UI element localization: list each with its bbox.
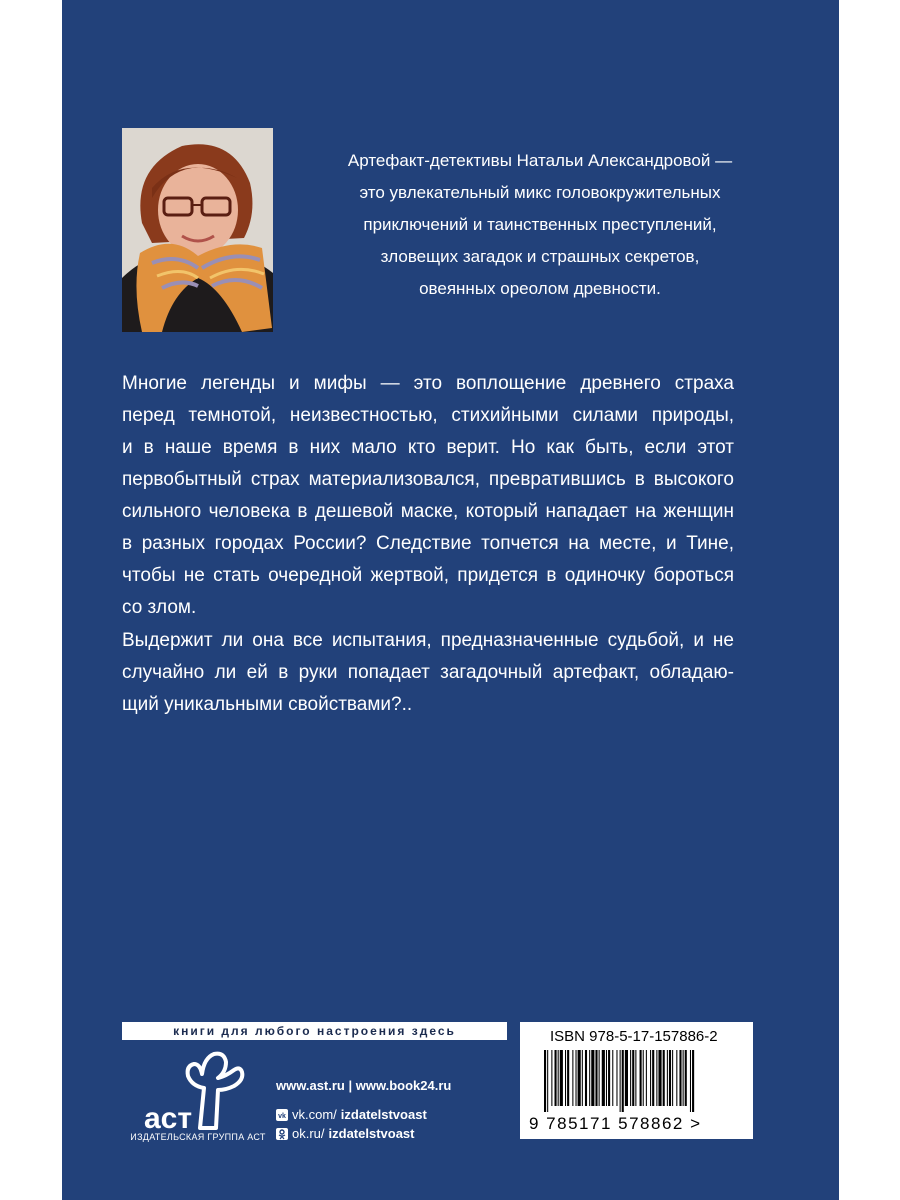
author-portrait-image (122, 128, 273, 332)
ok-prefix: ok.ru/ (292, 1126, 325, 1141)
barcode-bar (585, 1050, 587, 1106)
barcode-bar (555, 1050, 557, 1106)
barcode-image (540, 1050, 740, 1112)
svg-text:vk: vk (278, 1112, 286, 1120)
barcode-bar (560, 1050, 563, 1106)
synopsis-line: чтобы не стать очередной жертвой, придется в одиночку бороться (122, 565, 734, 586)
barcode-bar (640, 1050, 642, 1106)
barcode-bar (616, 1050, 617, 1106)
synopsis-line: со злом. (122, 597, 197, 618)
barcode-bar (576, 1050, 577, 1106)
intro-line: Артефакт-детективы Натальи Александровой — (347, 151, 733, 170)
vk-prefix: vk.com/ (292, 1107, 337, 1122)
barcode-bar (658, 1050, 661, 1106)
intro-line: зловещих загадок и страшных секретов, (380, 247, 700, 266)
synopsis-line: и в наше время в них мало кто верит. Но как быть, если этот (122, 437, 734, 458)
barcode-bar (690, 1050, 691, 1112)
barcode-bar (565, 1050, 566, 1106)
synopsis-line: Выдержит ли она все испытания, предназначенные судьбой, и не (122, 630, 734, 651)
barcode-bar (643, 1050, 644, 1106)
barcode-bar (679, 1050, 681, 1106)
isbn-barcode-block (520, 1022, 753, 1139)
barcode-bar (567, 1050, 569, 1106)
barcode-bar (625, 1050, 628, 1106)
barcode-bar (685, 1050, 687, 1106)
barcode-bar (578, 1050, 581, 1106)
barcode-bar (663, 1050, 665, 1106)
barcode-bar (683, 1050, 684, 1106)
barcode-bar (632, 1050, 634, 1106)
publisher-tagline: книги для любого настроения здесь (122, 1022, 507, 1040)
ok-icon (276, 1128, 288, 1140)
barcode-bar (591, 1050, 594, 1106)
synopsis-line: случайно ли ей в руки попадает загадочный артефакт, обладаю- (122, 662, 734, 683)
barcode-bar (606, 1050, 607, 1106)
ok-handle: izdatelstvoast (328, 1126, 415, 1141)
synopsis-line: щий уникальными свойствами?.. (122, 694, 413, 715)
barcode-bar (599, 1050, 600, 1106)
synopsis-paragraph-1 (122, 368, 734, 624)
barcode-bar (646, 1050, 647, 1106)
barcode-bar (595, 1050, 597, 1106)
intro-line: овеянных ореолом древности. (419, 279, 661, 298)
isbn-label: ISBN 978-5-17-157886-2 (550, 1028, 718, 1045)
barcode-bar (635, 1050, 636, 1106)
barcode-bar (630, 1050, 631, 1106)
author-intro (300, 145, 780, 305)
vk-link[interactable] (276, 1107, 427, 1122)
barcode-bar (572, 1050, 573, 1106)
barcode-bar (667, 1050, 668, 1106)
barcode-bar (692, 1050, 694, 1112)
synopsis-line: перед темнотой, неизвестностью, стихийными силами природы, (122, 405, 734, 426)
publisher-group-caption: ИЗДАТЕЛЬСКАЯ ГРУППА АСТ (130, 1132, 266, 1142)
intro-line: это увлекательный микс головокружительных (359, 183, 721, 202)
intro-line: приключений и таинственных преступлений, (363, 215, 717, 234)
barcode-bar (582, 1050, 583, 1106)
vk-handle: izdatelstvoast (340, 1107, 427, 1122)
barcode-bar (608, 1050, 610, 1106)
barcode-bar (672, 1050, 673, 1106)
author-photo (122, 128, 273, 332)
barcode-bar (676, 1050, 677, 1106)
ast-logo-text: аст (144, 1102, 193, 1135)
synopsis-line: первобытный страх материализовался, превратившись в высокого (122, 469, 734, 490)
synopsis-line: в разных городах России? Следствие топчется на месте, и Тине, (122, 533, 734, 554)
synopsis-line: Многие легенды и мифы — это воплощение древнего страха (122, 373, 734, 394)
publisher-websites[interactable]: www.ast.ru | www.book24.ru (276, 1078, 452, 1093)
barcode-bar (656, 1050, 657, 1106)
ean-digits: 9 785171 578862 > (529, 1114, 702, 1133)
barcode-bar (551, 1050, 552, 1106)
ast-logo-icon (122, 1048, 272, 1138)
barcode-bar (558, 1050, 559, 1106)
barcode-bar (669, 1050, 671, 1106)
barcode-bar (547, 1050, 548, 1112)
synopsis-line: сильного человека в дешевой маске, который нападает на женщин (122, 501, 734, 522)
barcode-bar (544, 1050, 546, 1112)
synopsis-paragraph-2 (122, 625, 734, 721)
barcode-bar (612, 1050, 613, 1106)
ok-link[interactable] (276, 1126, 415, 1141)
barcode-bar (602, 1050, 605, 1106)
barcode-bar (622, 1050, 624, 1112)
barcode-bar (620, 1050, 621, 1112)
barcode-bar (652, 1050, 654, 1106)
vk-icon (276, 1109, 288, 1121)
barcode-bar (589, 1050, 590, 1106)
barcode-bar (650, 1050, 651, 1106)
